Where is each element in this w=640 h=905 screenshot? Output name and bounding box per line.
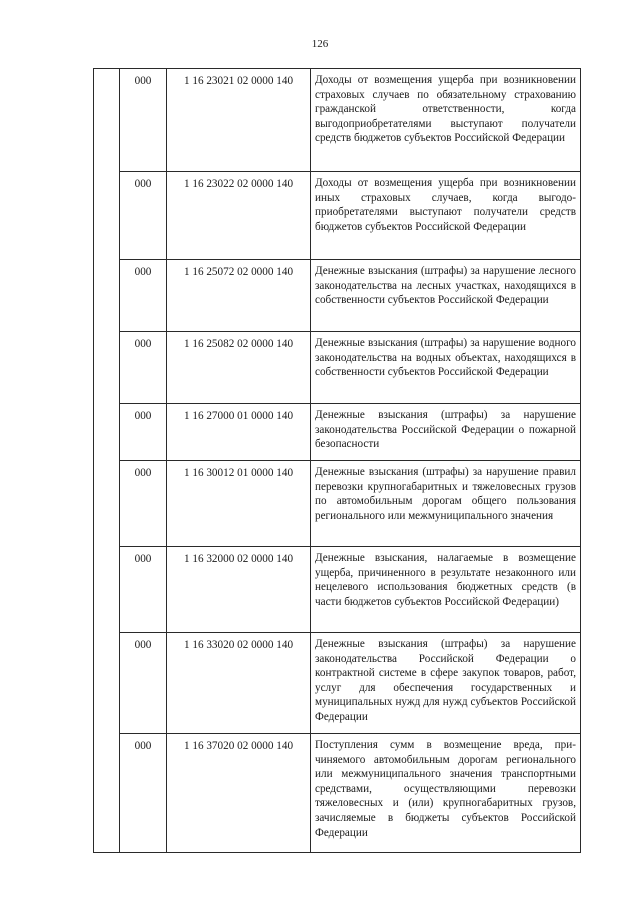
budget-classification-code-cell: 1 16 27000 01 0000 140 — [167, 404, 311, 461]
revenue-name-cell: Поступления сумм в возмещение вреда, причиняемого автомобильным дорогам регионального или межмуниципального значения транспортными средствами, осуществляющими перевозки тяжеловесных и (или) крупногабаритных грузов, зачисляемые в бюджеты субъектов Российской Федерации — [311, 734, 581, 853]
admin-code-cell: 000 — [120, 734, 167, 853]
admin-code-cell: 000 — [120, 69, 167, 172]
budget-classification-code-cell: 1 16 25082 02 0000 140 — [167, 332, 311, 404]
table-row — [94, 332, 581, 404]
merged-empty-cell — [94, 69, 120, 853]
budget-classification-code-cell: 1 16 37020 02 0000 140 — [167, 734, 311, 853]
admin-code-cell: 000 — [120, 404, 167, 461]
budget-classification-code-cell: 1 16 23022 02 0000 140 — [167, 172, 311, 260]
table-row — [94, 547, 581, 633]
revenue-name-cell: Доходы от возмещения ущерба при возникновении страховых случаев по обязательному страхованию гражданской ответственности, когда выгодоприобретателями выступают получатели средств бюджетов субъектов Российской Федерации — [311, 69, 581, 172]
revenue-name-cell: Денежные взыскания, налагаемые в возмещение ущерба, причиненного в результате незаконного или нецелевого использования бюджетных средств (в части бюджетов субъектов Российской Федерации) — [311, 547, 581, 633]
budget-classification-code-cell: 1 16 25072 02 0000 140 — [167, 260, 311, 332]
table-row — [94, 461, 581, 547]
admin-code-cell: 000 — [120, 260, 167, 332]
budget-classification-code-cell: 1 16 33020 02 0000 140 — [167, 633, 311, 734]
table-row — [94, 633, 581, 734]
revenue-name-cell: Денежные взыскания (штрафы) за нарушение законодательства Российской Федерации о пожарной безопасности — [311, 404, 581, 461]
revenue-name-cell: Денежные взыскания (штрафы) за нарушение законодательства Российской Федерации о контрактной системе в сфере закупок товаров, работ, услуг для обеспечения государственных и муниципальных нужд для нужд субъектов Российской Федерации — [311, 633, 581, 734]
admin-code-cell: 000 — [120, 332, 167, 404]
table-row — [94, 172, 581, 260]
budget-classification-code-cell: 1 16 23021 02 0000 140 — [167, 69, 311, 172]
admin-code-cell: 000 — [120, 547, 167, 633]
table-row — [94, 69, 581, 172]
revenue-name-cell: Доходы от возмещения ущерба при возникновении иных страховых случаев, когда выгодоприобретателями выступают получатели средств бюджетов субъектов Российской Федерации — [311, 172, 581, 260]
budget-revenue-table — [93, 68, 581, 853]
revenue-name-cell: Денежные взыскания (штрафы) за нарушение водного законодательства на водных объектах, находящихся в собственности субъектов Российской Федерации — [311, 332, 581, 404]
budget-classification-code-cell: 1 16 30012 01 0000 140 — [167, 461, 311, 547]
table-row — [94, 734, 581, 853]
admin-code-cell: 000 — [120, 172, 167, 260]
admin-code-cell: 000 — [120, 633, 167, 734]
revenue-name-cell: Денежные взыскания (штрафы) за нарушение правил перевозки крупногабаритных и тяжеловесных грузов по автомобильным дорогам общего пользования регионального или межмуниципального значения — [311, 461, 581, 547]
table-row — [94, 260, 581, 332]
budget-classification-code-cell: 1 16 32000 02 0000 140 — [167, 547, 311, 633]
revenue-name-cell: Денежные взыскания (штрафы) за нарушение лесного законодательства на лесных участках, находящихся в собственности субъектов Российской Федерации — [311, 260, 581, 332]
table-row — [94, 404, 581, 461]
page-number: 126 — [311, 38, 329, 50]
admin-code-cell: 000 — [120, 461, 167, 547]
